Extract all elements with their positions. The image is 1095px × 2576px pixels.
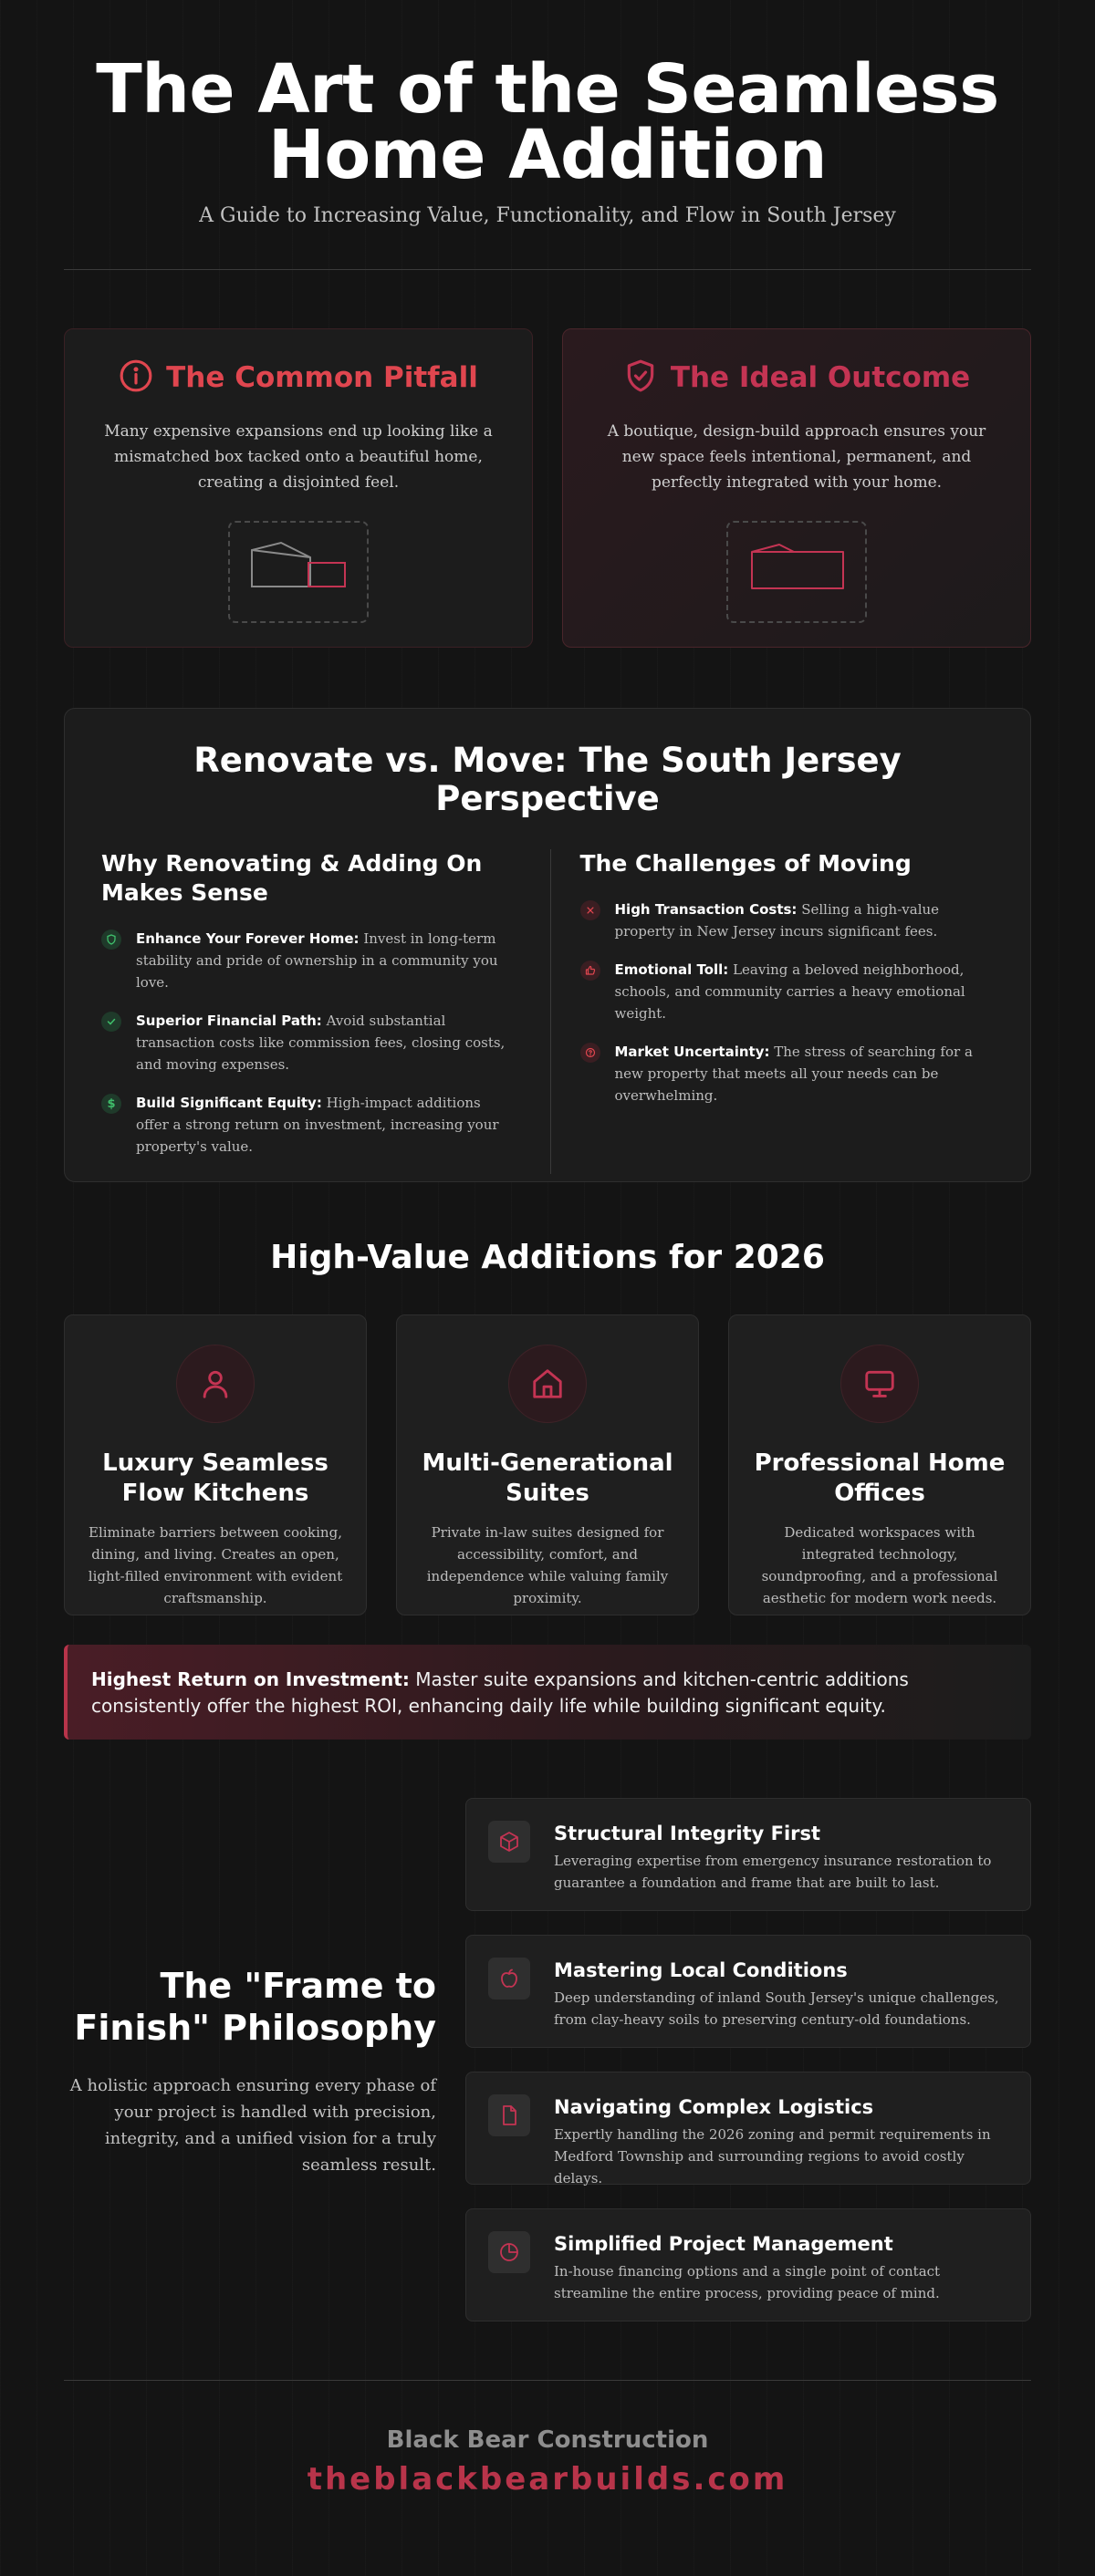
- additions-cards: [64, 1314, 1031, 1615]
- footer: [64, 2381, 1031, 2498]
- ideal-text: A boutique, design-build approach ensures your new space feels intentional, permanent, and perfectly integrated with your home.: [607, 422, 986, 492]
- step-card: [465, 1935, 1031, 2048]
- card-text: Private in-law suites designed for accessibility, comfort, and independence while valuing family proximity.: [426, 1524, 669, 1606]
- step-title: Mastering Local Conditions: [554, 1959, 848, 1981]
- list-item: [101, 1010, 516, 1075]
- shield-check-icon: [623, 358, 658, 397]
- infographic: [64, 0, 1031, 2498]
- list-item: [580, 959, 995, 1024]
- step-text: Leveraging expertise from emergency insurance restoration to guarantee a foundation and frame that are built to last.: [554, 1853, 992, 1891]
- item-text: High-impact additions offer a strong return on investment, increasing your property's value.: [136, 1095, 499, 1155]
- card-text: Eliminate barriers between cooking, dining, and living. Creates an open, light-filled environment with evident craftsmanship.: [88, 1524, 343, 1606]
- dollar-icon: $: [101, 1094, 121, 1114]
- thumbs-down-icon: [580, 961, 600, 981]
- moving-column: [551, 849, 995, 1174]
- step-card: [465, 2208, 1031, 2322]
- item-text: Selling a high-value property in New Jersey incurs significant fees.: [614, 901, 940, 940]
- step-title: Navigating Complex Logistics: [554, 2096, 874, 2118]
- column-heading: Why Renovating & Adding On Makes Sense: [101, 850, 483, 906]
- list-item: [101, 1092, 516, 1158]
- page-title: The Art of the Seamless Home Addition: [96, 50, 999, 194]
- renovate-column: [101, 849, 551, 1174]
- document-icon: [488, 2094, 530, 2136]
- pitfall-outcome-section: [64, 328, 1031, 648]
- philosophy-text: A holistic approach ensuring every phase of your project is handled with precision, integrity, and a unified vision for a truly seamless result.: [69, 2076, 436, 2175]
- pitfall-card: [64, 328, 533, 648]
- step-text: Expertly handling the 2026 zoning and permit requirements in Medford Township and surrounding regions to avoid costly delays.: [554, 2126, 991, 2186]
- pitfall-title: The Common Pitfall: [166, 361, 478, 394]
- user-icon: [176, 1345, 255, 1423]
- apple-icon: [488, 1958, 530, 2000]
- philosophy-steps: [465, 1798, 1031, 2345]
- cube-icon: [488, 1821, 530, 1863]
- ideal-card: [562, 328, 1031, 648]
- item-text: The stress of searching for a new property that meets all your needs can be overwhelming.: [614, 1044, 973, 1104]
- brand-name: Black Bear Construction: [386, 2426, 709, 2454]
- section-title: Renovate vs. Move: The South Jersey Perspective: [193, 741, 902, 818]
- step-title: Structural Integrity First: [554, 1823, 821, 1844]
- item-title: Market Uncertainty:: [614, 1044, 770, 1060]
- step-text: In-house financing options and a single point of contact streamline the entire process, providing peace of mind.: [554, 2263, 941, 2301]
- hero: [64, 0, 1031, 227]
- ideal-title: The Ideal Outcome: [670, 361, 971, 394]
- monitor-icon: [840, 1345, 919, 1423]
- shield-icon: [101, 930, 121, 950]
- roi-callout: [64, 1645, 1031, 1740]
- list-item: [580, 1041, 995, 1106]
- page-subtitle: A Guide to Increasing Value, Functionality, and Flow in South Jersey: [199, 204, 896, 227]
- step-title: Simplified Project Management: [554, 2233, 893, 2255]
- info-icon: [119, 358, 153, 397]
- integrated-house-illustration: [726, 521, 867, 623]
- pitfall-text: Many expensive expansions end up looking like a mismatched box tacked onto a beautiful home, creating a disjointed feel.: [104, 422, 493, 492]
- list-item: [101, 928, 516, 993]
- card-title: Professional Home Offices: [754, 1449, 1006, 1507]
- addition-card-kitchens: [64, 1314, 367, 1615]
- mismatched-house-illustration: [228, 521, 369, 623]
- step-text: Deep understanding of inland South Jersey's unique challenges, from clay-heavy soils to preserving century-old foundations.: [554, 1989, 999, 2028]
- item-text: Avoid substantial transaction costs like commission fees, closing costs, and moving expenses.: [136, 1013, 506, 1073]
- card-title: Luxury Seamless Flow Kitchens: [102, 1449, 328, 1507]
- x-icon: [580, 900, 600, 920]
- item-text: Invest in long-term stability and pride of ownership in a community you love.: [136, 930, 498, 991]
- renovate-vs-move-section: [64, 708, 1031, 1182]
- item-title: High Transaction Costs:: [614, 901, 798, 918]
- philosophy-title: The "Frame to Finish" Philosophy: [74, 1966, 436, 2048]
- item-title: Superior Financial Path:: [136, 1013, 322, 1029]
- check-icon: [101, 1012, 121, 1032]
- column-heading: The Challenges of Moving: [579, 850, 912, 877]
- philosophy-section: [64, 1798, 1031, 2345]
- item-title: Emotional Toll:: [614, 961, 729, 978]
- item-text: Leaving a beloved neighborhood, schools, and community carries a heavy emotional weight.: [614, 961, 965, 1022]
- step-card: [465, 1798, 1031, 1911]
- website-link[interactable]: theblackbearbuilds.com: [307, 2461, 788, 2498]
- addition-card-suites: [396, 1314, 699, 1615]
- card-title: Multi-Generational Suites: [422, 1449, 673, 1507]
- question-icon: [580, 1043, 600, 1063]
- step-card: [465, 2072, 1031, 2185]
- item-title: Enhance Your Forever Home:: [136, 930, 360, 947]
- list-item: [580, 898, 995, 942]
- card-text: Dedicated workspaces with integrated technology, soundproofing, and a professional aesthetic for modern work needs.: [761, 1524, 998, 1606]
- additions-title: High-Value Additions for 2026: [270, 1239, 825, 1276]
- roi-label: Highest Return on Investment:: [91, 1668, 410, 1690]
- item-title: Build Significant Equity:: [136, 1095, 322, 1111]
- pie-chart-icon: [488, 2231, 530, 2273]
- addition-card-offices: [728, 1314, 1031, 1615]
- home-icon: [508, 1345, 587, 1423]
- roi-text: Master suite expansions and kitchen-centric additions consistently offer the highest ROI, enhancing daily life while building significant equity.: [91, 1668, 909, 1717]
- divider: [64, 269, 1031, 270]
